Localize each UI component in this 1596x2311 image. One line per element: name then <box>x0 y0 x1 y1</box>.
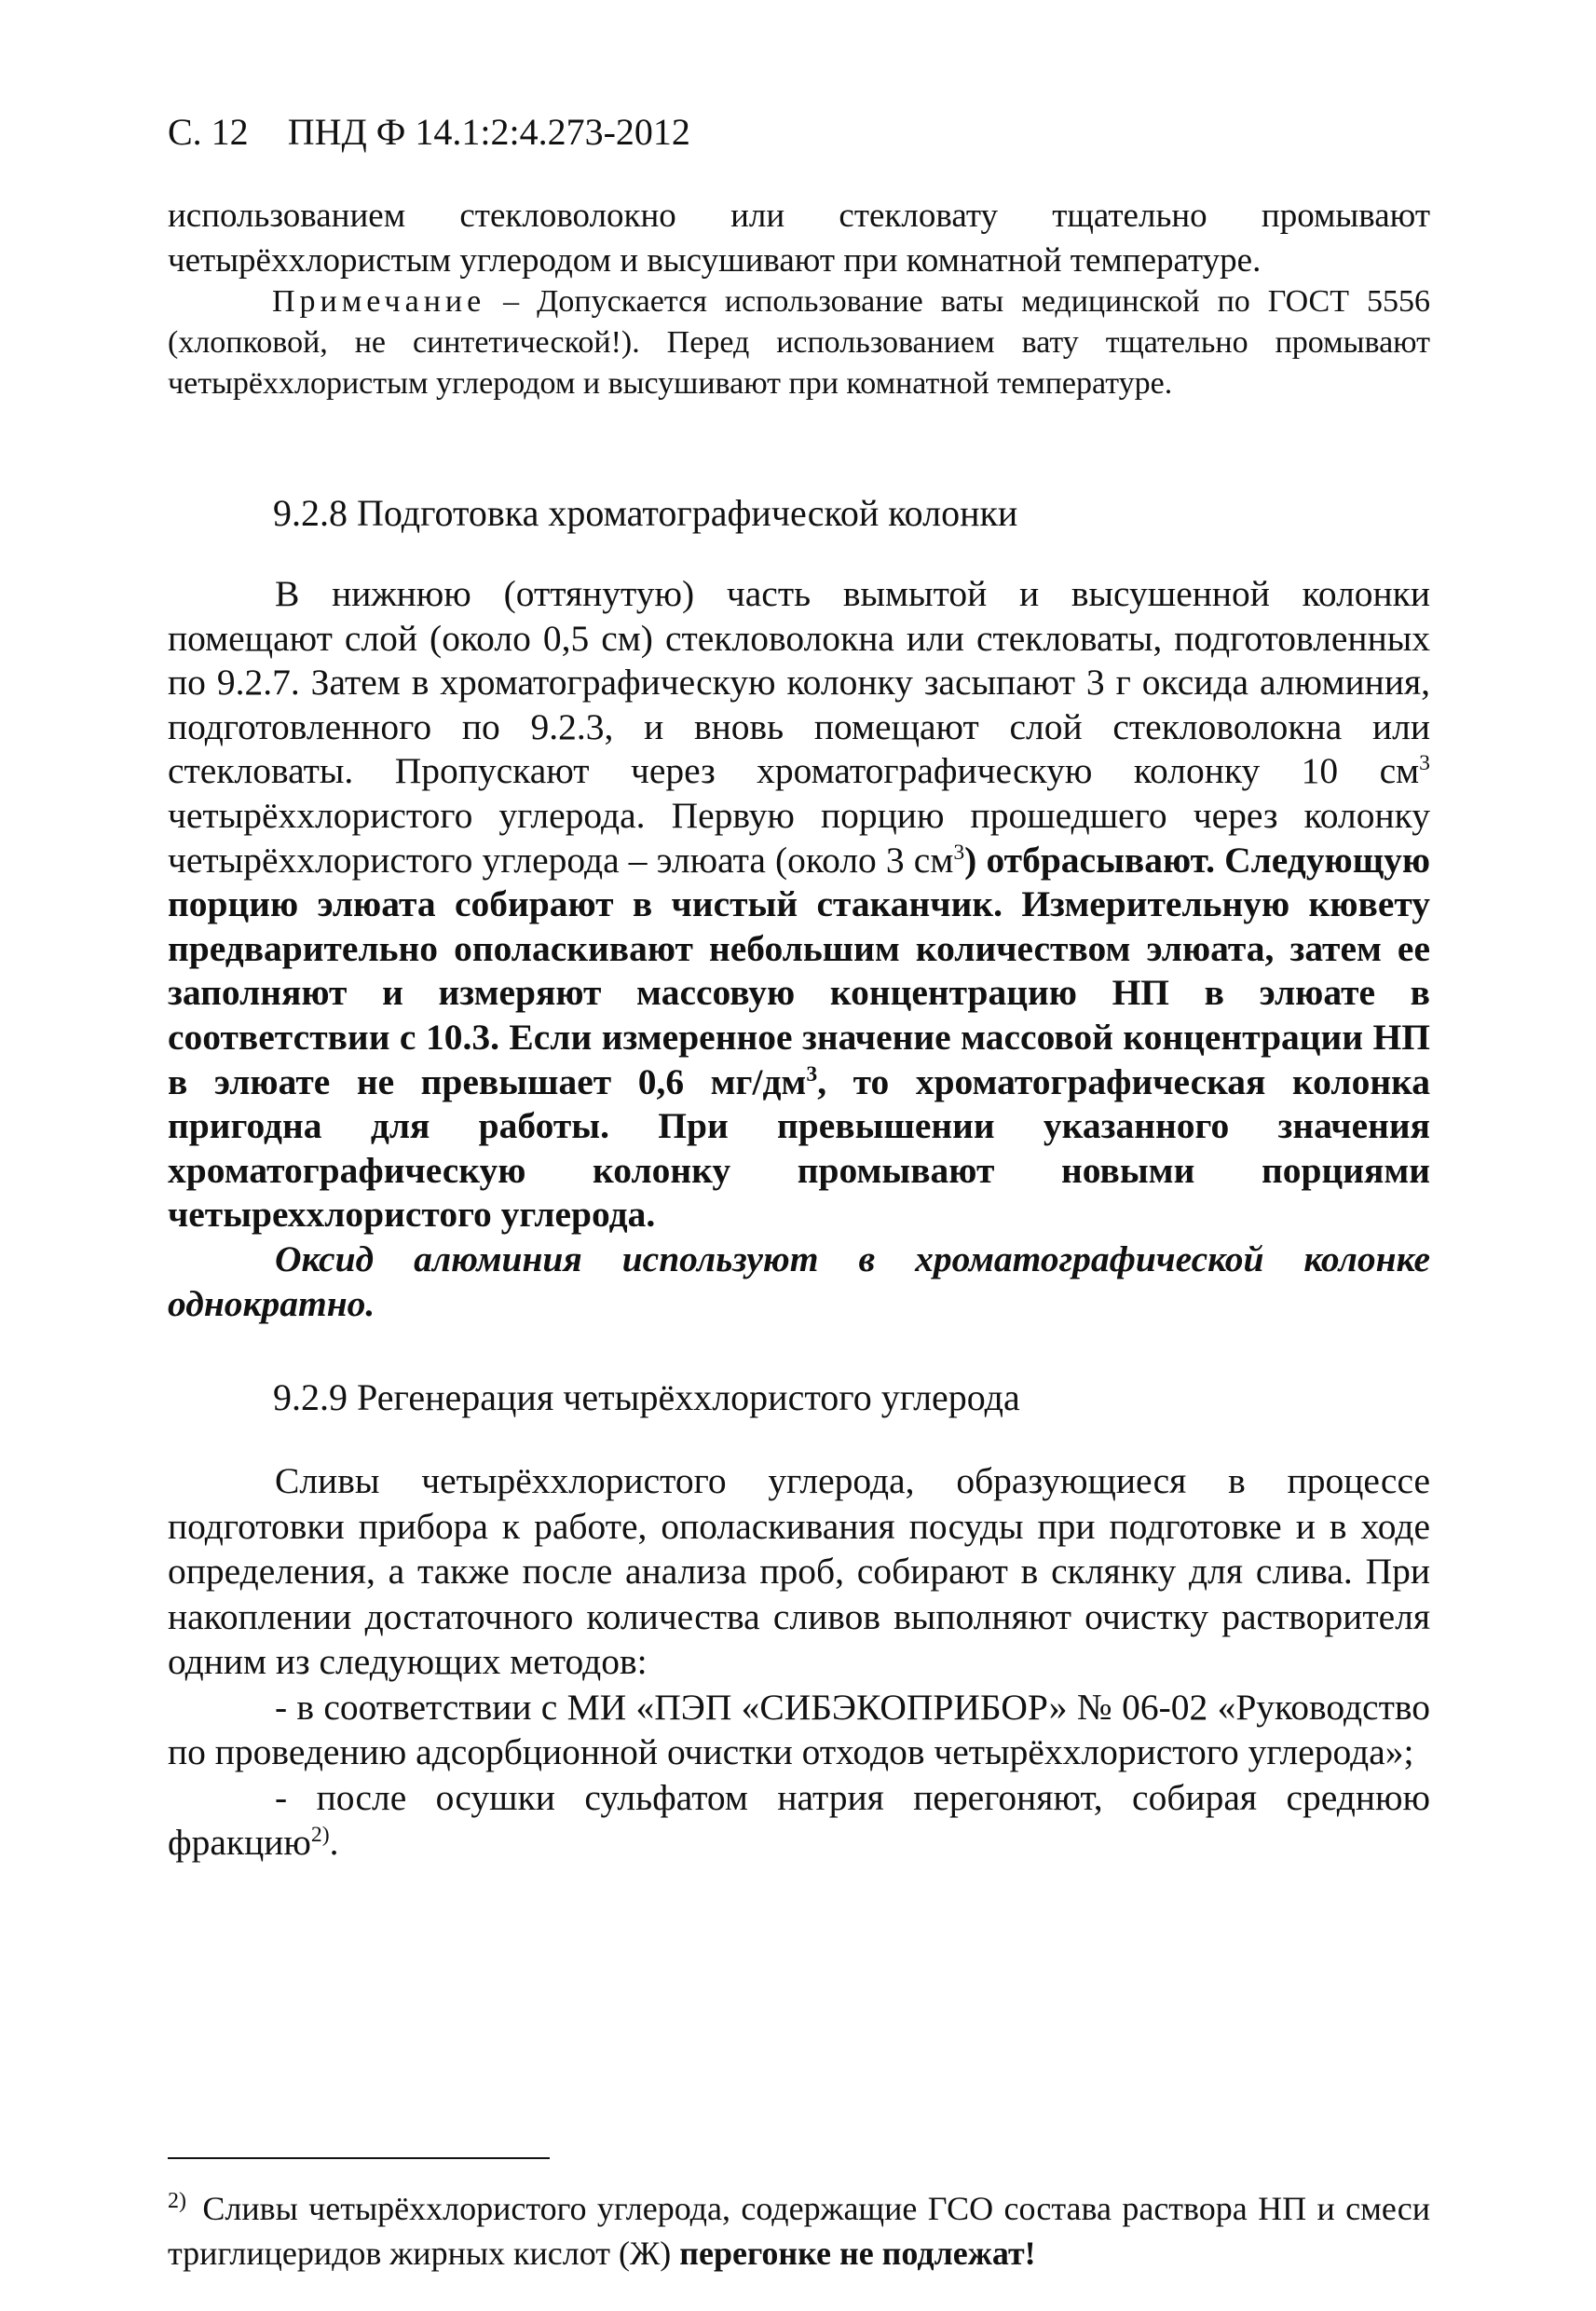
note-label: Примечание <box>272 284 486 319</box>
method-item-2-text: - после осушки сульфатом натрия перегоняют, собирая среднюю фракцию <box>168 1776 1430 1863</box>
paragraph-part-2: четырёххлористого углерода. Первую порцию прошедшего через колонку четырёххлористого углерода – элюата (около 3 см <box>168 794 1430 881</box>
paragraph-part-1: В нижнюю (оттянутую) часть вымытой и высушенной колонки помещают слой (около 0,5 см) стекловолокна или стекловаты, подготовленных по 9.2.7. Затем в хроматографическую колонку засыпают 3 г оксида алюминия, подготовленного по 9.2.3, и вновь помещают слой стекловолокна или стекловаты. Пропускают через хроматографическую колонку 10 см <box>168 573 1430 792</box>
method-item-2 <box>168 1775 1430 1866</box>
section-9-2-9-paragraph: Сливы четырёххлористого углерода, образующиеся в процессе подготовки прибора к работе, ополаскивания посуды при подготовке и в ходе определения, а также после анализа проб, собирают в склянку для слива. При накоплении достаточного количества сливов выполняют очистку растворителя одним из следующих методов: <box>168 1460 1430 1682</box>
emphasis-note: Оксид алюминия используют в хроматографической колонке однократно. <box>168 1238 1430 1324</box>
section-9-2-9-body <box>168 1458 1430 1866</box>
footnote-bold-text: перегонке не подлежат! <box>679 2235 1036 2272</box>
page-number: С. 12 <box>168 111 249 153</box>
section-9-2-8-paragraph <box>168 572 1430 1238</box>
superscript-dm3: 3 <box>806 1061 818 1087</box>
paragraph-part-4: , то хроматографическая колонка пригодна для работы. При превышении указанного значения хроматографическую колонку промывают новыми порциями четыреххлористого углерода. <box>168 1060 1430 1236</box>
footnote-divider <box>168 2157 550 2159</box>
note-text: – Допускается использование ваты медицинской по ГОСТ 5556 (хлопковой, не синтетической!). Перед использованием вату тщательно промывают четырёххлористым углеродом и высушивают при комнатной температуре. <box>168 284 1430 401</box>
footnote <box>168 2179 1430 2276</box>
footnote-text: Сливы четырёххлористого углерода, содержащие ГСО состава раствора НП и смеси триглицеридов жирных кислот (Ж) <box>168 2190 1430 2272</box>
footnote-reference: 2) <box>310 1822 330 1847</box>
superscript-cm3: 3 <box>953 840 965 865</box>
page-header <box>168 110 690 155</box>
section-9-2-8-heading: 9.2.8 Подготовка хроматографической колонки <box>273 492 1018 534</box>
document-code: ПНД Ф 14.1:2:4.273-2012 <box>287 111 690 153</box>
section-9-2-9-heading: 9.2.9 Регенерация четырёххлористого углерода <box>273 1376 1020 1418</box>
superscript-cm3: 3 <box>1419 751 1430 776</box>
method-item-1: - в соответствии с МИ «ПЭП «СИБЭКОПРИБОР» № 06-02 «Руководство по проведению адсорбционной очистки отходов четырёххлористого углерода»; <box>168 1686 1430 1772</box>
intro-paragraph: использованием стекловолокно или стекловату тщательно промывают четырёххлористым углеродом и высушивают при комнатной температуре. <box>168 197 1430 280</box>
section-9-2-8-body <box>168 572 1430 1326</box>
method-item-2-end: . <box>329 1822 339 1863</box>
note-paragraph <box>168 281 1430 404</box>
paragraph-part-3: ) отбрасывают. Следующую порцию элюата собирают в чистый стаканчик. Измерительную кювету предварительно ополаскивают небольшим количеством элюата, затем ее заполняют и измеряют массовую концентрацию НП в элюате в соответствии с 10.3. Если измеренное значение массовой концентрации НП в элюате не превышает 0,6 мг/дм <box>168 839 1430 1102</box>
footnote-marker: 2) <box>168 2189 186 2213</box>
